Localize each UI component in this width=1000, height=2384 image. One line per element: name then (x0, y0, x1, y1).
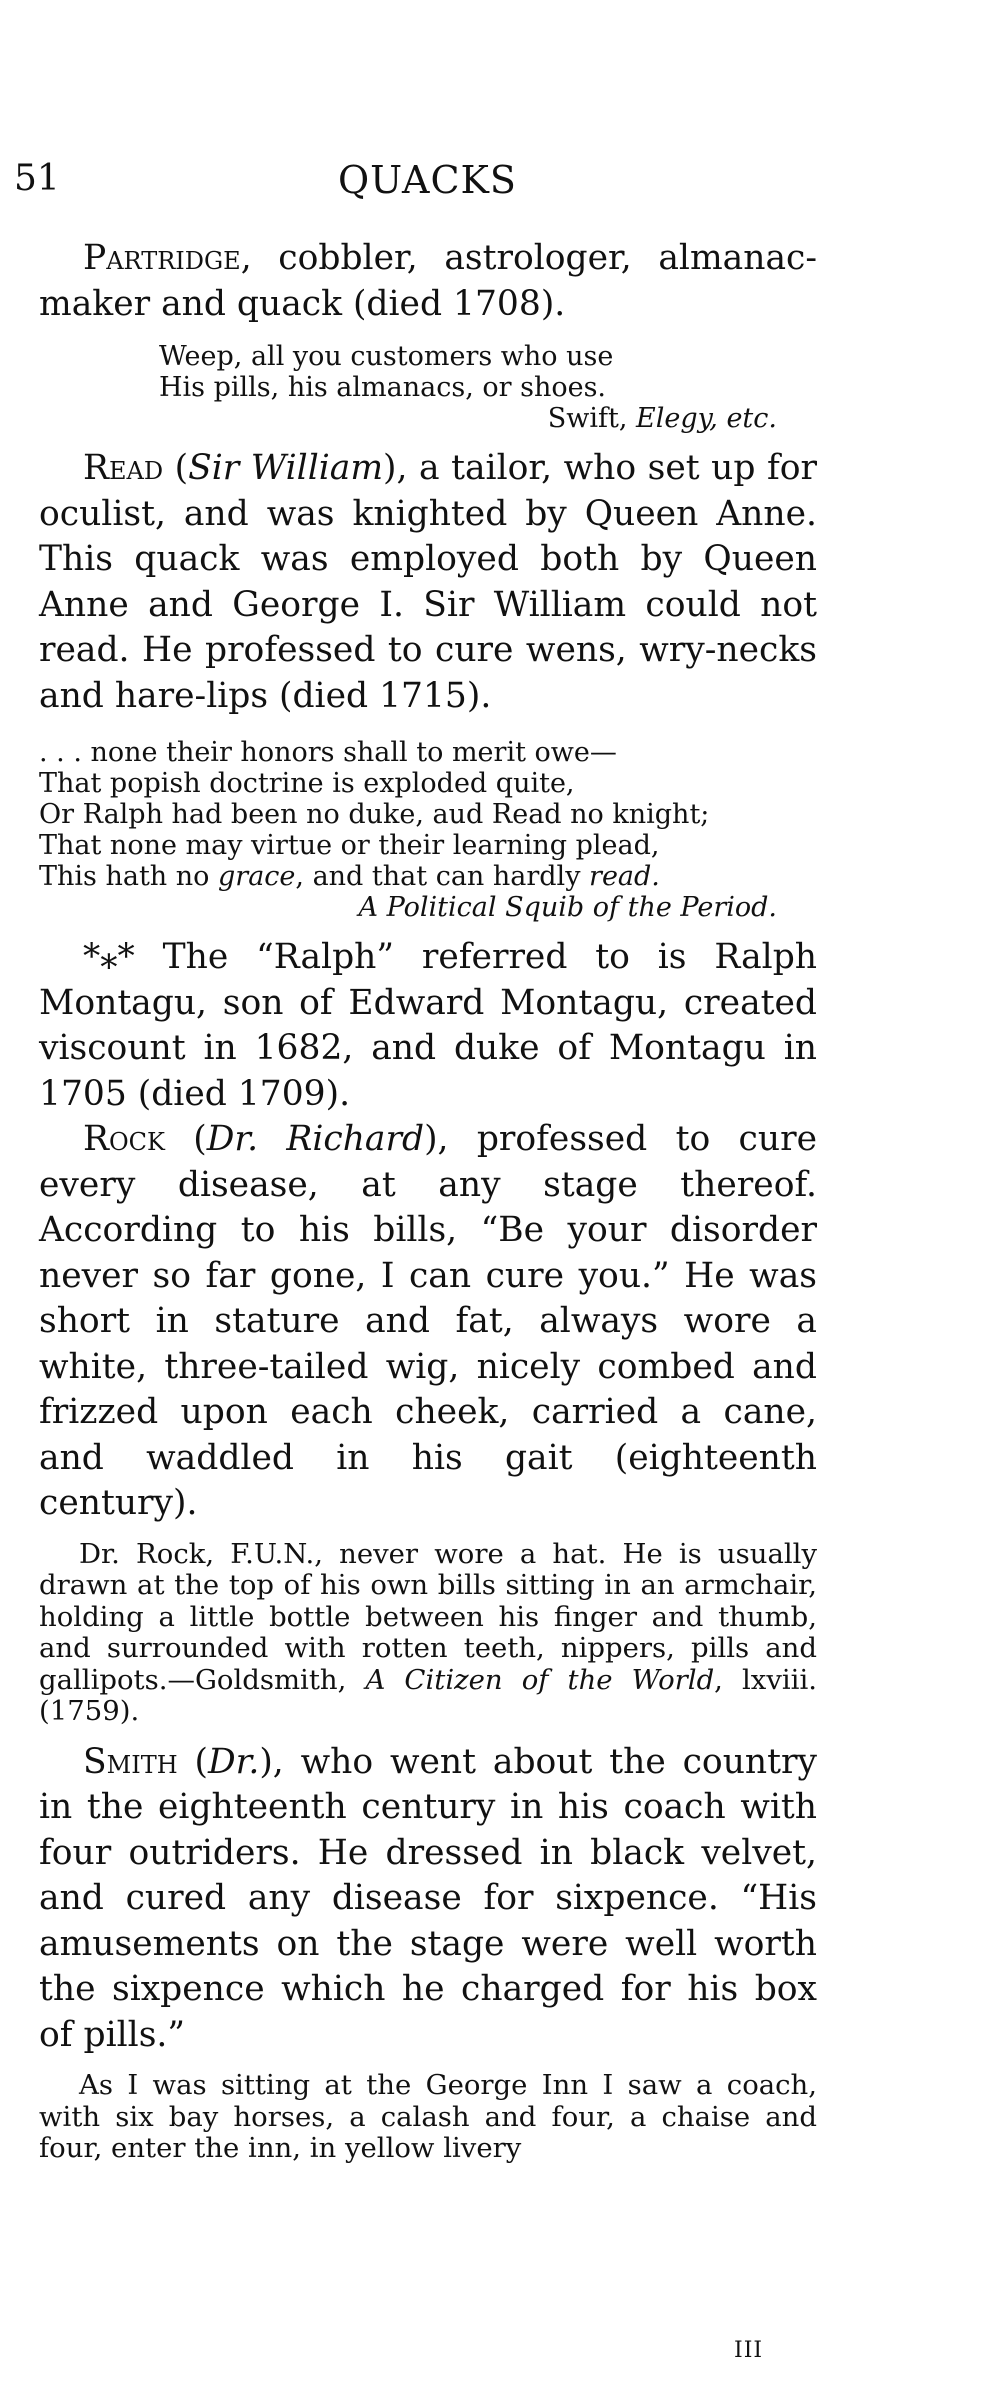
note-mark: *⁎* (83, 937, 135, 977)
entry-title: Dr. Richard (206, 1119, 425, 1159)
entry-name: Read (83, 448, 164, 488)
page-body (39, 236, 817, 2165)
entry-rock: Rock (Dr. Richard), professed to cure every disease, at any stage thereof. According to his bills, “Be your disorder never so far gone, I can cure you.” He was short in stature and fat, always wore a white, three-tailed wig, nicely combed and frizzed upon each cheek, carried a cane, and waddled in his gait (eighteenth century). (39, 1119, 817, 1523)
verse-line: That popish doctrine is exploded quite, (39, 768, 575, 799)
entry-partridge (39, 236, 817, 327)
verse-line: This hath no grace, and that can hardly read. (39, 861, 660, 892)
verse-line: Weep, all you customers who use (159, 341, 614, 372)
entry-smith: Smith (Dr.), who went about the country in the eighteenth century in his coach with four outriders. He dressed in black velvet, and cured any disease for sixpence. “His amusements on the stage were well worth the sixpence which he charged for his box of pills.” (39, 1741, 817, 2055)
read-note (39, 935, 817, 1117)
running-title: QUACKS (338, 158, 517, 202)
entry-text: , cobbler, astrologer, almanac-maker and quack (died 1708). (39, 238, 817, 324)
entry-title: Sir William (188, 448, 384, 488)
partridge-verse (159, 341, 817, 434)
rock-quote: Dr. Rock, F.U.N., never wore a hat. He is usually drawn at the top of his own bills sitting in an armchair, holding a little bottle between his finger and thumb, and surrounded with rotten teeth, nippers, pills and gallipots.—Goldsmith, A Citizen of the World, lxviii. (1759). (39, 1537, 817, 1727)
read-verse (39, 737, 817, 923)
entry-name: Rock (83, 1119, 165, 1159)
note-text: The “Ralph” referred to is Ralph Montagu, son of Edward Montagu, created viscount in 1682, and duke of Montagu in 1705 (died 1709). (39, 937, 817, 1114)
entry-text: ), professed to cure every disease, at any stage thereof. According to his bills, “Be your disorder never so far gone, I can cure you.” He was short in stature and fat, always wore a white, three-tailed wig, nicely combed and frizzed upon each cheek, carried a cane, and waddled in his gait (eighteenth century). (39, 1119, 817, 1523)
page-number: 51 (14, 158, 60, 199)
entry-name: Smith (83, 1741, 178, 1782)
entry-title: Dr. (207, 1741, 260, 1782)
entry-text: ), who went about the country in the eighteenth century in his coach with four outriders. He dressed in black velvet, and cured any disease for sixpence. “His amusements on the stage were well worth the sixpence which he charged for his box of pills.” (39, 1741, 817, 2055)
running-header (0, 158, 1000, 208)
verse-line: That none may virtue or their learning plead, (39, 830, 660, 861)
smith-quote: As I was sitting at the George Inn I saw a coach, with six bay horses, a calash and four, a chaise and four, enter the inn, in yellow livery (39, 2069, 817, 2164)
entry-read: Read (Sir William), a tailor, who set up for oculist, and was knighted by Queen Anne. This quack was employed both by Queen Anne and George I. Sir William could not read. He professed to cure wens, wry-necks and hare-lips (died 1715). (39, 448, 817, 716)
verse-attribution: A Political Squib of the Period. (358, 892, 777, 923)
entry-name: Partridge (83, 238, 241, 278)
verse-line: Or Ralph had been no duke, aud Read no knight; (39, 799, 710, 830)
entry-text: ), a tailor, who set up for oculist, and was knighted by Queen Anne. This quack was employed both by Queen Anne and George I. Sir William could not read. He professed to cure wens, wry-necks and hare-lips (died 1715). (39, 448, 817, 716)
verse-line: His pills, his almanacs, or shoes. (159, 372, 607, 403)
signature-mark: III (734, 2338, 764, 2363)
verse-attribution: Swift, Elegy, etc. (547, 403, 777, 434)
verse-line: . . . none their honors shall to merit owe— (39, 737, 617, 768)
